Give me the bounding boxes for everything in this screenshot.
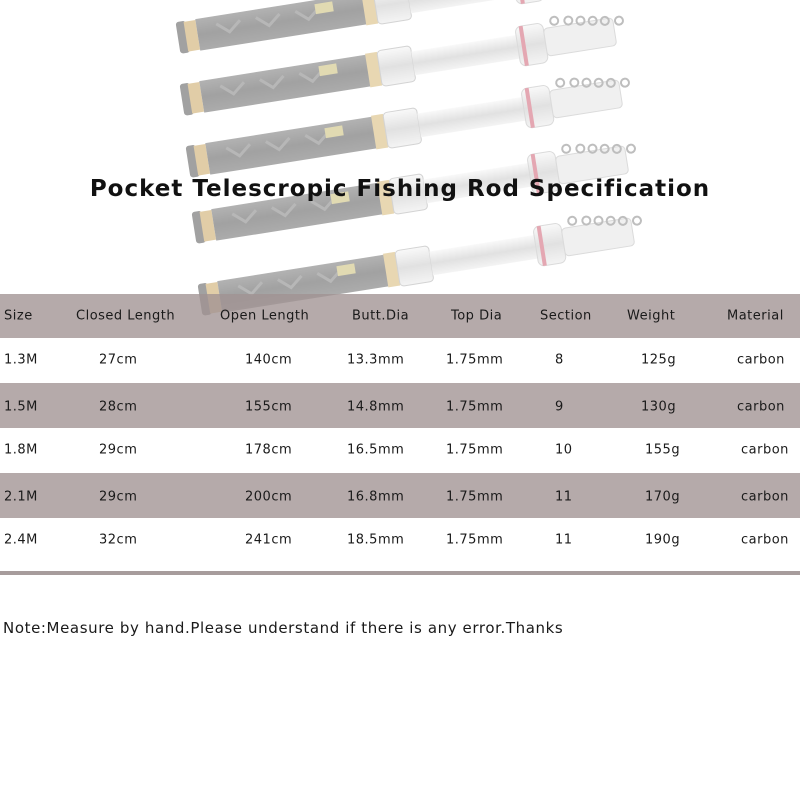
- cell-material: carbon: [741, 442, 789, 458]
- cell-size: 2.4M: [4, 532, 38, 548]
- cell-weight: 190g: [645, 532, 681, 548]
- cell-closed-length: 32cm: [99, 532, 138, 548]
- cell-material: carbon: [741, 532, 789, 548]
- cell-top-dia: 1.75mm: [446, 442, 504, 458]
- cell-top-dia: 1.75mm: [446, 489, 504, 505]
- cell-material: carbon: [737, 399, 785, 415]
- cell-butt-dia: 16.5mm: [347, 442, 405, 458]
- cell-open-length: 200cm: [245, 489, 293, 505]
- table-bottom-divider: [0, 571, 800, 575]
- cell-closed-length: 27cm: [99, 352, 138, 368]
- cell-closed-length: 29cm: [99, 442, 138, 458]
- cell-size: 1.3M: [4, 352, 38, 368]
- header-size: Size: [4, 308, 33, 324]
- cell-open-length: 155cm: [245, 399, 293, 415]
- header-butt-dia: Butt.Dia: [352, 308, 410, 324]
- header-closed-length: Closed Length: [76, 308, 176, 324]
- cell-butt-dia: 16.8mm: [347, 489, 405, 505]
- table-row: [0, 473, 800, 518]
- cell-material: carbon: [737, 352, 785, 368]
- cell-size: 1.5M: [4, 399, 38, 415]
- header-section: Section: [540, 308, 592, 324]
- header-open-length: Open Length: [220, 308, 310, 324]
- table-row: [0, 518, 800, 563]
- table-row: [0, 338, 800, 383]
- cell-section: 11: [555, 489, 573, 505]
- cell-open-length: 178cm: [245, 442, 293, 458]
- cell-top-dia: 1.75mm: [446, 352, 504, 368]
- page-title: Pocket Telescropic Fishing Rod Specification: [89, 176, 711, 202]
- cell-butt-dia: 13.3mm: [347, 352, 405, 368]
- cell-open-length: 140cm: [245, 352, 293, 368]
- cell-section: 10: [555, 442, 573, 458]
- table-row: [0, 383, 800, 428]
- cell-weight: 130g: [641, 399, 677, 415]
- cell-top-dia: 1.75mm: [446, 532, 504, 548]
- measurement-note: Note:Measure by hand.Please understand if there is any error.Thanks: [3, 619, 564, 637]
- cell-section: 11: [555, 532, 573, 548]
- cell-open-length: 241cm: [245, 532, 293, 548]
- cell-weight: 170g: [645, 489, 681, 505]
- cell-weight: 155g: [645, 442, 681, 458]
- header-top-dia: Top Dia: [451, 308, 503, 324]
- cell-weight: 125g: [641, 352, 677, 368]
- cell-butt-dia: 18.5mm: [347, 532, 405, 548]
- cell-closed-length: 29cm: [99, 489, 138, 505]
- table-header-row: [0, 294, 800, 338]
- cell-material: carbon: [741, 489, 789, 505]
- table-row: [0, 428, 800, 473]
- cell-top-dia: 1.75mm: [446, 399, 504, 415]
- header-material: Material: [727, 308, 784, 324]
- spec-table: [0, 294, 800, 563]
- cell-closed-length: 28cm: [99, 399, 138, 415]
- cell-section: 8: [555, 352, 564, 368]
- cell-butt-dia: 14.8mm: [347, 399, 405, 415]
- cell-size: 1.8M: [4, 442, 38, 458]
- header-weight: Weight: [627, 308, 676, 324]
- cell-section: 9: [555, 399, 564, 415]
- cell-size: 2.1M: [4, 489, 38, 505]
